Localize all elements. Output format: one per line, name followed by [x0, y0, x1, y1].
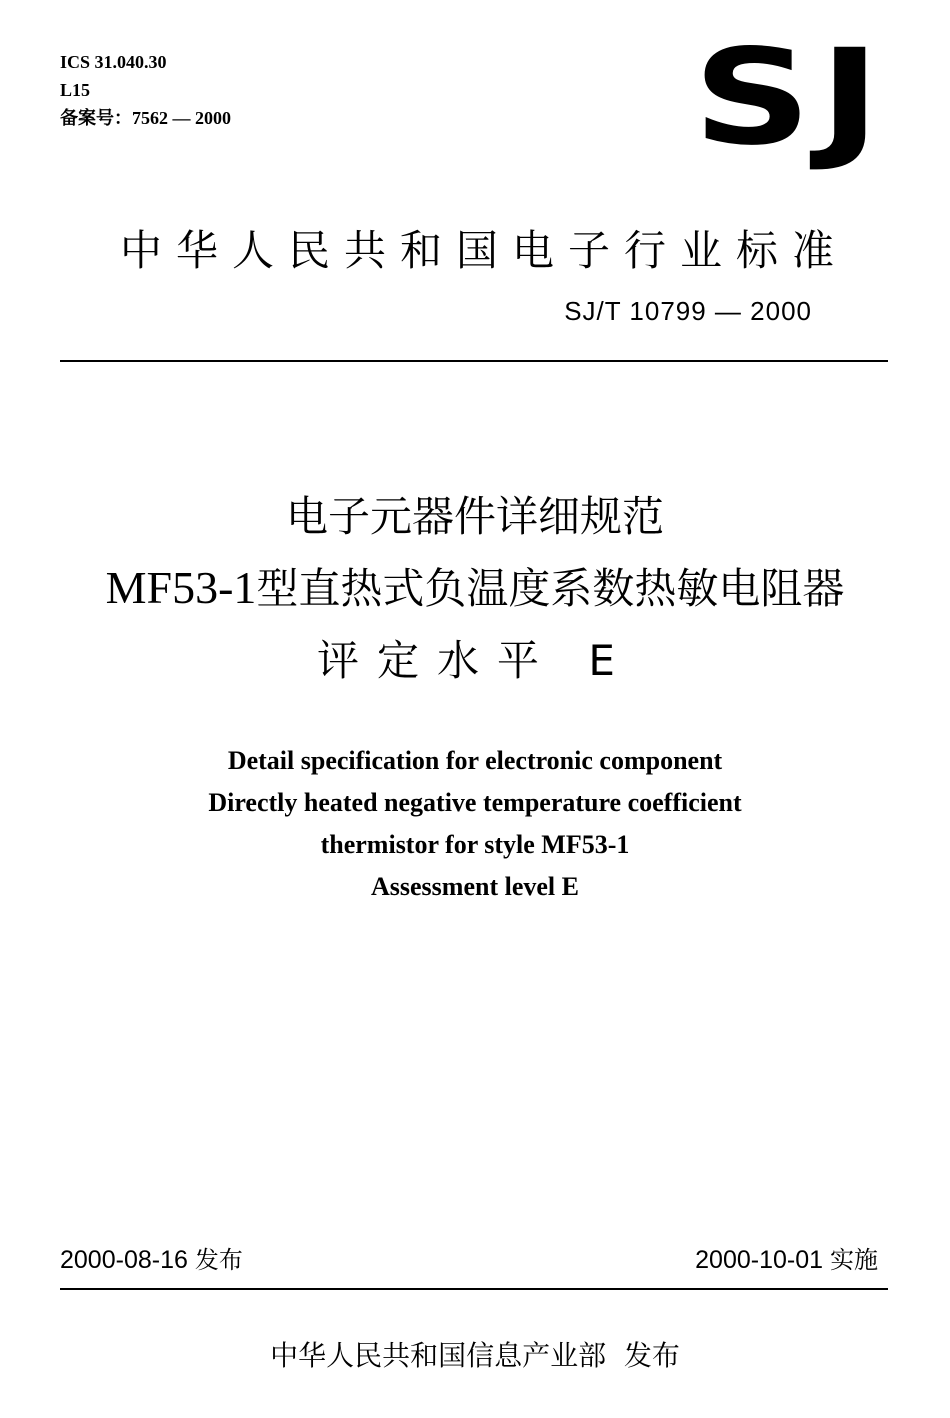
implement-date-block	[695, 1240, 878, 1275]
top-divider	[60, 360, 888, 362]
title-cn-model: MF53-1	[105, 562, 257, 613]
implement-label: 实施	[830, 1246, 878, 1274]
title-en-line2: Directly heated negative temperature coefficient	[208, 788, 742, 817]
title-cn-line3: 评定水平 E	[317, 636, 633, 685]
bottom-divider	[60, 1288, 888, 1290]
ics-code: ICS 31.040.30	[60, 52, 167, 72]
title-en-line4: Assessment level E	[371, 872, 579, 901]
title-cn-line2	[0, 556, 950, 616]
title-en-line3: thermistor for style MF53-1	[320, 830, 630, 859]
issue-label: 发布	[194, 1246, 243, 1274]
title-cn-line1: 电子元器件详细规范	[285, 492, 664, 541]
issue-date-block	[60, 1240, 243, 1275]
filing-number: 备案号：7562 — 2000	[60, 108, 231, 128]
title-cn-line2-text: 型直热式负温度系数热敏电阻器	[256, 564, 845, 613]
sj-logo: SJ	[692, 21, 888, 175]
publisher	[0, 1334, 950, 1374]
ccs-code: L15	[60, 80, 91, 100]
title-en-line1: Detail specification for electronic component	[227, 746, 723, 775]
publisher-name: 中华人民共和国信息产业部	[270, 1339, 607, 1372]
issue-date: 2000-08-16	[60, 1246, 188, 1274]
standard-number: SJ/T 10799 — 2000	[564, 296, 812, 326]
standard-category: 中华人民共和国电子行业标准	[120, 226, 849, 275]
implement-date: 2000-10-01	[695, 1246, 824, 1274]
publisher-action: 发布	[623, 1339, 680, 1372]
